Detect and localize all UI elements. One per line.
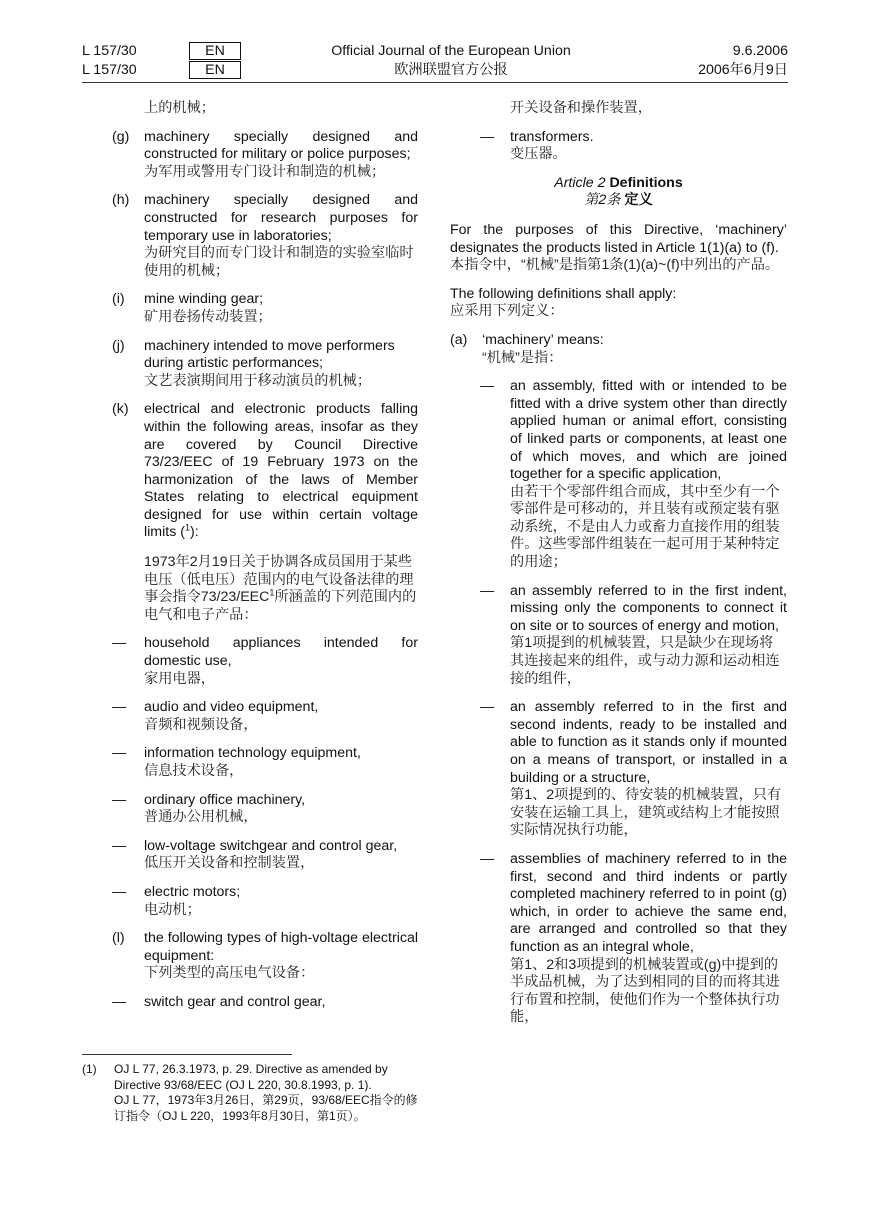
dash-item: — information technology equipment, 信息技术设备，: [112, 745, 361, 779]
footnote-divider: [82, 1054, 292, 1055]
definition-indent: — an assembly, fitted with or intended to be fitted with a drive system other than directly applied human or animal effort, consisting of linked parts or components, at least one of which moves, and which are joined together for a specific application, 由若干个零部件组合而成，其中至少有一个零部件是可移动的，并且装有或预定装有驱动系统，不是由人力或畜力直接作用的组装件。这些零部件组装在一起可用于某种特定的用途；: [480, 378, 787, 571]
article-intro-zh: 本指令中，“机械”是指第1条(1)(a)~(f)中列出的产品。: [450, 257, 780, 274]
footnote: (1) OJ L 77, 26.3.1973, p. 29. Directive as amended by Directive 93/68/EEC (OJ L 220, 30.8.1993, p. 1). OJ L 77，1973年3月26日，第29页，93/68/EEC指令的修订指令（OJ L 220，1993年8月30日，第1页）。: [82, 1062, 418, 1123]
journal-title-zh: 欧洲联盟官方公报: [394, 62, 508, 78]
footnote-ref[interactable]: 1: [269, 587, 275, 598]
issue-date-zh: 2006年6月9日: [698, 62, 788, 78]
list-item-k: (k) electrical and electronic products falling within the following areas, insofar as they are covered by Council Directive 73/23/EEC of 19 February 1973 on the harmonization of the laws of Member States relating to electrical equipment designed for use within certain voltage limits ($^1$): 1973年2月19日关于协调各成员国用于某些电压（低电压）范围内的电气设备法律的理事会指令73/23/EEC$^1$所涵盖的下列范围内的电气和电子产品：: [112, 401, 418, 623]
definition-indent: — an assembly referred to in the first and second indents, ready to be installed and able to function as it stands only if mounted on a means of transport, or installed in a building or a structure, 第1、2项提到的、待安装的机械装置，只有安装在运输工具上，建筑或结构上才能按照实际情况执行功能，: [480, 699, 787, 839]
list-item-j: (j) machinery intended to move performers during artistic performances; 文艺表演期间用于移动演员的机械；: [112, 337, 395, 389]
journal-title: Official Journal of the European Union: [331, 43, 571, 59]
page-ref: L 157/30: [82, 43, 137, 59]
dash-item-transformers: — transformers. 变压器。: [480, 128, 594, 163]
continued-text: 上的机械；: [144, 100, 215, 116]
dash-item: — low-voltage switchgear and control gear, 低压开关设备和控制装置，: [112, 837, 398, 872]
definitions-intro-zh: 应采用下列定义：: [450, 303, 564, 320]
article-heading-zh: 第2条 定义: [584, 192, 653, 209]
article-heading: Article 2 Definitions: [554, 174, 683, 191]
list-item-l: (l) the following types of high-voltage electrical equipment: 下列类型的高压电气设备：: [112, 930, 418, 982]
page-ref-zh: L 157/30: [82, 62, 137, 78]
dash-list: [112, 635, 418, 919]
page-header: [82, 42, 788, 83]
definition-indent: — assemblies of machinery referred to in the first, second and third indents or partly completed machinery referred to in point (g) which, in order to achieve the same end, are arranged and controlled so that they function as an integral whole, 第1、2和3项提到的机械装置或(g)中提到的半成品机械，为了达到相同的目的而将其进行布置和控制，使他们作为一个整体执行功能，: [480, 850, 787, 1026]
right-column: [450, 100, 787, 1038]
article-intro: For the purposes of this Directive, ‘machinery’ designates the products listed in Article 1(1)(a) to (f).: [450, 221, 787, 256]
continued-text: 开关设备和操作装置，: [510, 100, 652, 116]
definition-a-indents: [480, 378, 787, 1027]
list-item-i: (i) mine winding gear; 矿用卷扬传动装置；: [112, 291, 272, 325]
dash-item: — audio and video equipment, 音频和视频设备，: [112, 699, 319, 733]
language-badge-zh: EN: [189, 61, 241, 79]
definition-a: (a) ‘machinery’ means: “机械”是指：: [450, 331, 604, 366]
language-badge: EN: [189, 42, 241, 60]
dash-item: — household appliances intended for domestic use, 家用电器，: [112, 635, 418, 687]
list-item-l-dash: — switch gear and control gear,: [112, 993, 326, 1010]
list-item-g: (g) machinery specially designed and constructed for military or police purposes; 为军用或警用专门设计和制造的机械；: [112, 128, 418, 180]
left-column: [112, 100, 418, 1023]
definitions-intro: The following definitions shall apply:: [450, 285, 677, 302]
dash-item: — ordinary office machinery, 普通办公用机械，: [112, 791, 306, 826]
dash-item: — electric motors; 电动机；: [112, 883, 241, 918]
footnote-ref[interactable]: 1: [184, 522, 190, 533]
definition-indent: — an assembly referred to in the first indent, missing only the components to connect it on site or to sources of energy and motion, 第1项提到的机械装置，只是缺少在现场将其连接起来的组件，或与动力源和运动相连接的组件，: [480, 582, 787, 687]
list-item-h: (h) machinery specially designed and constructed for research purposes for temporary use in laboratories; 为研究目的而专门设计和制造的实验室临时使用的机械；: [112, 192, 418, 279]
issue-date: 9.6.2006: [732, 43, 788, 59]
